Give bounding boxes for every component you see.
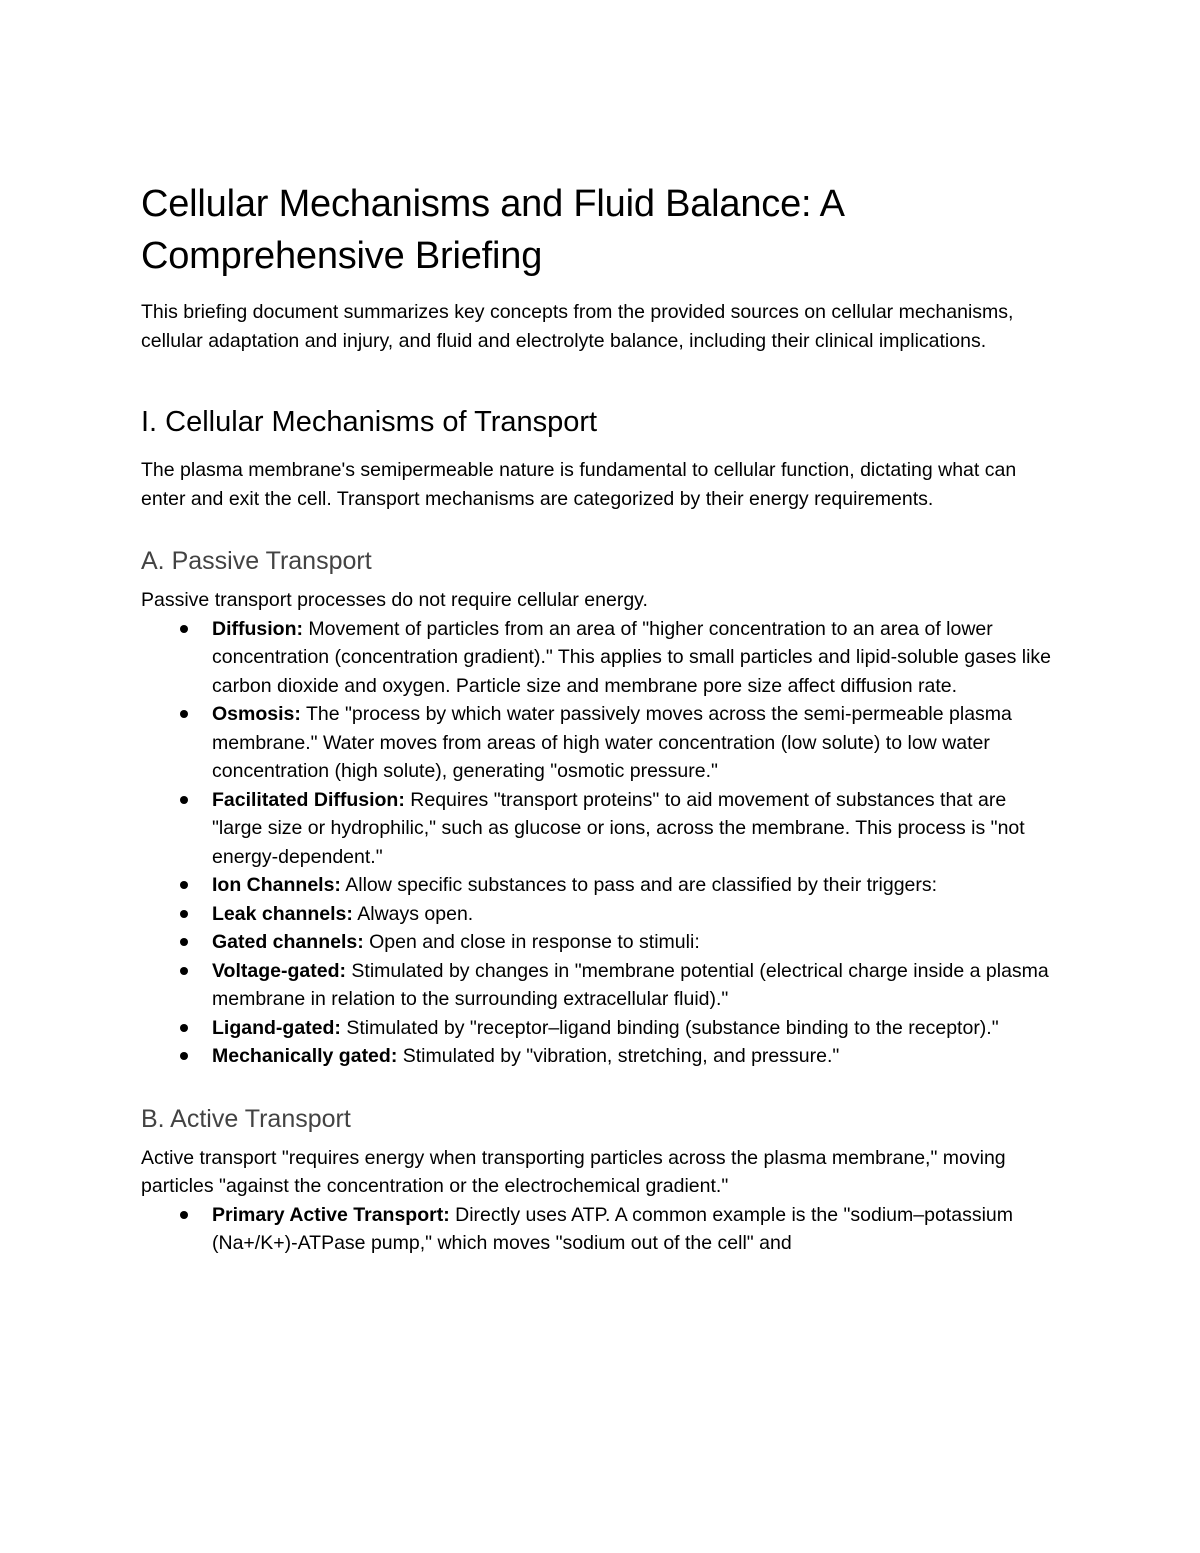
list-item [212, 928, 1061, 957]
list-item-text: Allow specific substances to pass and are classified by their triggers: [340, 874, 938, 896]
bullet-icon [180, 881, 188, 889]
list-item [212, 700, 1061, 786]
list-item-text: Always open. [352, 902, 474, 925]
list-item-term: Voltage-gated: [212, 959, 346, 982]
list-item-term: Gated channels: [212, 931, 364, 953]
list-item-text: Stimulated by changes in "membrane potential (electrical charge inside a plasma membrane in relation to the surrounding extracellular fluid)." [212, 959, 1049, 1010]
list-item [212, 871, 1061, 900]
subsection-intro-passive: Passive transport processes do not require cellular energy. [141, 589, 648, 611]
list-item [212, 786, 1061, 872]
list-item [212, 1042, 1061, 1071]
list-item [212, 957, 1061, 1014]
list-item [212, 900, 1061, 929]
list-item-text: Movement of particles from an area of "higher concentration to an area of lower concentration (concentration gradient)." This applies to small particles and lipid-soluble gases like carbon dioxide and oxygen. Particle size and membrane pore size affect diffusion rate. [212, 617, 1052, 697]
bullet-icon [180, 625, 188, 633]
bullet-icon [180, 1211, 188, 1219]
list-item-term: Facilitated Diffusion: [212, 788, 405, 811]
bullet-icon [180, 1052, 188, 1060]
bullet-icon [180, 938, 188, 946]
list-item-text: The "process by which water passively moves across the semi-permeable plasma membrane." Water moves from areas of high water concentration (low solute) to low water concentration (high solute), generating "osmotic pressure." [212, 703, 1012, 782]
subsection-heading-active: B. Active Transport [141, 1104, 351, 1133]
bullet-icon [180, 910, 188, 918]
subsection-intro-active: Active transport "requires energy when transporting particles across the plasma membrane," moving particles "against the concentration or the electrochemical gradient." [141, 1146, 1006, 1197]
document-page [141, 178, 1061, 1258]
list-item-term: Diffusion: [212, 617, 303, 640]
bullet-icon [180, 1024, 188, 1032]
list-item-term: Ion Channels: [212, 874, 341, 896]
bullet-icon [180, 710, 188, 718]
list-item-text: Stimulated by "receptor–ligand binding (substance binding to the receptor)." [340, 1016, 999, 1039]
list-item-term: Osmosis: [212, 703, 301, 725]
active-transport-list [141, 1201, 1061, 1258]
section-heading-transport: I. Cellular Mechanisms of Transport [141, 406, 598, 438]
list-item-text: Open and close in response to stimuli: [363, 931, 700, 953]
list-item [212, 615, 1061, 701]
document-title: Cellular Mechanisms and Fluid Balance: A Comprehensive Briefing [141, 183, 843, 277]
list-item [212, 1201, 1061, 1258]
passive-transport-list [141, 615, 1061, 1071]
intro-paragraph: This briefing document summarizes key concepts from the provided sources on cellular mechanisms, cellular adaptation and injury, and fluid and electrolyte balance, including their clinical implications. [141, 301, 1014, 352]
list-item-term: Mechanically gated: [212, 1045, 398, 1067]
list-item-term: Primary Active Transport: [212, 1203, 450, 1226]
bullet-icon [180, 967, 188, 975]
list-item-text: Requires "transport proteins" to aid movement of substances that are "large size or hydrophilic," such as glucose or ions, across the membrane. This process is "not energy-dependent." [212, 788, 1025, 868]
subsection-heading-passive: A. Passive Transport [141, 547, 372, 575]
section-paragraph: The plasma membrane's semipermeable nature is fundamental to cellular function, dictating what can enter and exit the cell. Transport mechanisms are categorized by their energy requirements. [141, 459, 1017, 510]
list-item-term: Ligand-gated: [212, 1016, 341, 1039]
list-item-text: Directly uses ATP. A common example is the "sodium–potassium (Na+/K+)-ATPase pump," which moves "sodium out of the cell" and [212, 1203, 1013, 1254]
list-item-text: Stimulated by "vibration, stretching, and pressure." [397, 1045, 840, 1067]
bullet-icon [180, 796, 188, 804]
list-item [212, 1014, 1061, 1043]
list-item-term: Leak channels: [212, 902, 353, 925]
